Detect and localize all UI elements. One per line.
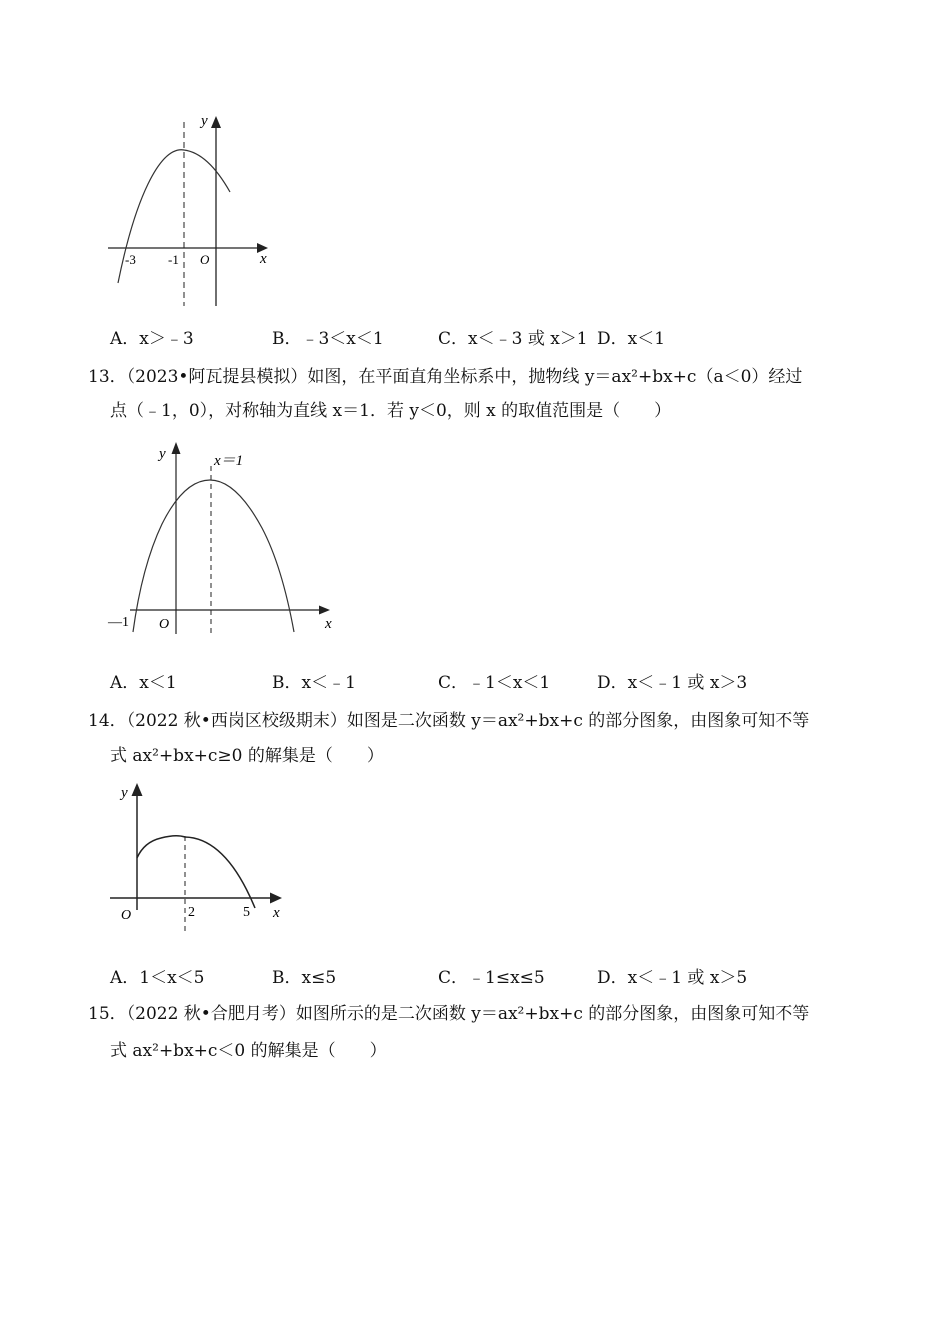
q15-stem-line2: 式 ax²+bx+c＜0 的解集是（ ）	[110, 1041, 387, 1061]
q14-tick-2: 2	[188, 905, 195, 920]
q13-option-a[interactable]: A．x＜1	[110, 673, 177, 693]
q13-x-arrow	[319, 606, 330, 615]
q13-stem-line2: 点（﹣1，0），对称轴为直线 x＝1．若 y＜0，则 x 的取值范围是（ ）	[110, 401, 672, 421]
q12-graph	[100, 108, 280, 313]
q13-option-b[interactable]: B．x＜﹣1	[272, 673, 356, 693]
q12-option-c[interactable]: C．x＜﹣3 或 x＞1	[438, 329, 588, 349]
q14-option-b[interactable]: B．x≤5	[272, 968, 337, 988]
q13-x-label: x	[325, 616, 332, 632]
q12-tick-neg1: -1	[168, 252, 179, 267]
q13-option-c[interactable]: C．﹣1＜x＜1	[438, 673, 551, 693]
q13-graph	[104, 436, 344, 636]
q14-x-arrow	[270, 893, 282, 904]
q12-origin: O	[200, 252, 210, 267]
q14-tick-5: 5	[243, 905, 250, 920]
q13-parabola	[133, 480, 294, 632]
q14-option-c[interactable]: C．﹣1≤x≤5	[438, 968, 545, 988]
q14-y-label: y	[121, 785, 128, 801]
q13-stem-line1: 13．（2023•阿瓦提县模拟）如图，在平面直角坐标系中，抛物线 y＝ax²+bx+c（a＜0）经过	[88, 367, 803, 387]
q14-option-a[interactable]: A．1＜x＜5	[110, 968, 205, 988]
q13-y-label: y	[159, 446, 166, 462]
q12-x-label: x	[260, 251, 267, 267]
q14-x-label: x	[273, 905, 280, 921]
q13-y-arrow	[172, 442, 181, 454]
q14-stem-line2: 式 ax²+bx+c≥0 的解集是（ ）	[110, 746, 384, 766]
q13-origin: O	[159, 617, 170, 632]
q12-tick-neg3: -3	[125, 252, 136, 267]
q13-option-d[interactable]: D．x＜﹣1 或 x＞3	[597, 673, 748, 693]
q12-option-d[interactable]: D．x＜1	[597, 329, 666, 349]
q12-y-arrow	[211, 116, 221, 128]
q13-axis-label: x＝1	[214, 453, 244, 469]
q14-stem-line1: 14．（2022 秋•西岗区校级期末）如图是二次函数 y＝ax²+bx+c 的部分图象，由图象可知不等	[88, 711, 810, 731]
q14-y-arrow	[132, 783, 143, 796]
q12-option-b[interactable]: B．﹣3＜x＜1	[272, 329, 384, 349]
q14-origin: O	[121, 908, 132, 923]
q14-option-d[interactable]: D．x＜﹣1 或 x＞5	[597, 968, 748, 988]
q14-graph	[104, 776, 294, 940]
q15-stem-line1: 15．（2022 秋•合肥月考）如图所示的是二次函数 y＝ax²+bx+c 的部分图象，由图象可知不等	[88, 1004, 810, 1024]
q14-parabola	[137, 836, 255, 908]
q12-y-label: y	[201, 113, 208, 129]
q13-tick-neg1: —1	[108, 615, 129, 630]
q12-option-a[interactable]: A．x＞﹣3	[110, 329, 194, 349]
